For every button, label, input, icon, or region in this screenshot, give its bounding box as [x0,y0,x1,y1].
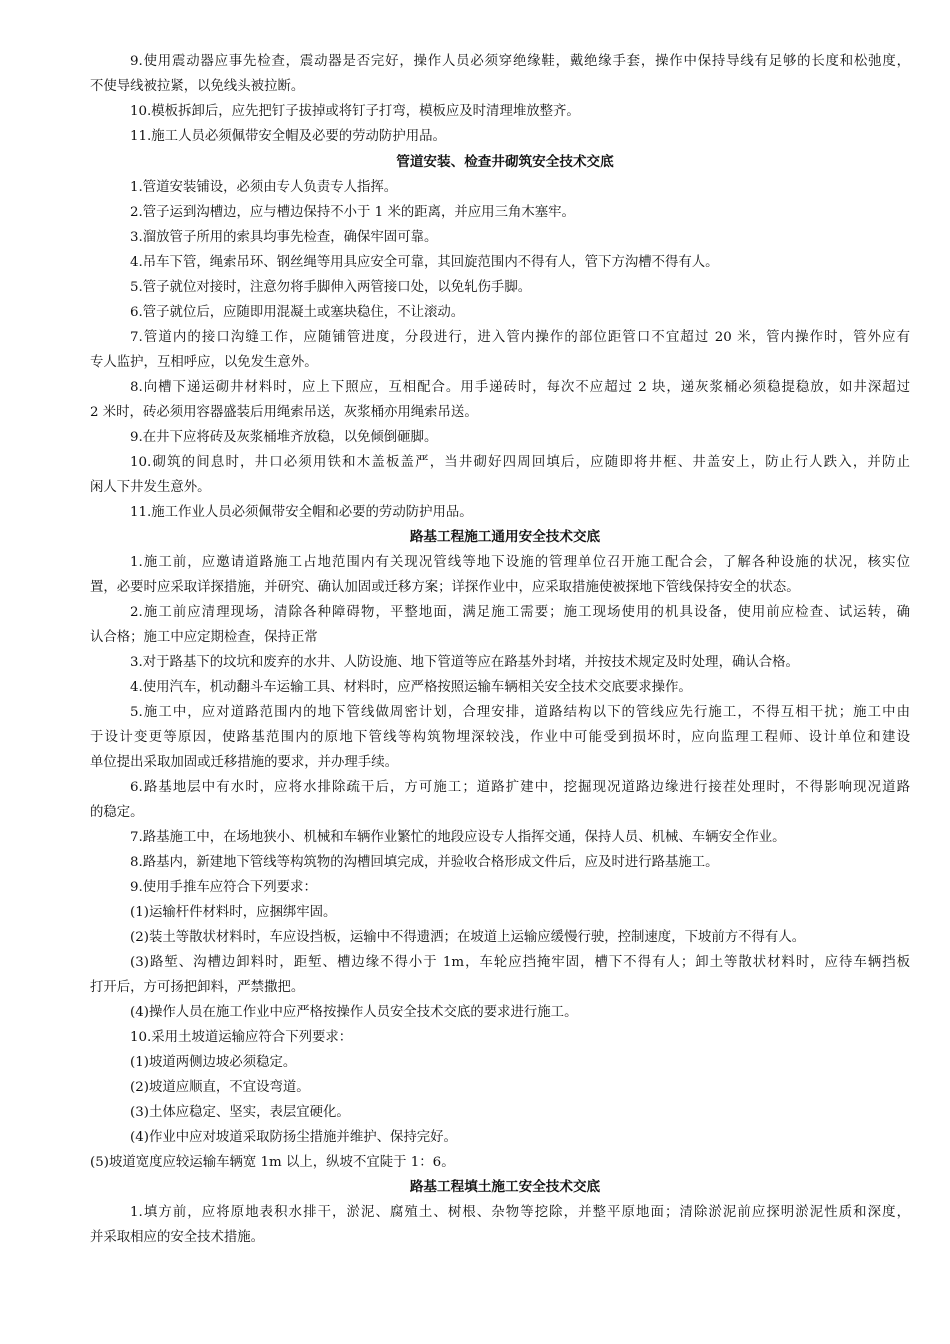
section-heading: 管道安装、检查井砌筑安全技术交底 [396,154,614,170]
paragraph-line: (2)装土等散状材料时，车应设挡板，运输中不得遗洒；在坡道上运输应缓慢行驶，控制速度，下坡前方不得有人。 [130,930,806,945]
paragraph-line: 专人监护，互相呼应，以免发生意外。 [90,355,318,370]
paragraph-line: (3)路堑、沟槽边卸料时，距堑、槽边缘不得小于 1m，车轮应挡掩牢固，槽下不得有人；卸土等散状材料时，应待车辆挡板 [130,955,910,970]
paragraph-line: 4.吊车下管，绳索吊环、钢丝绳等用具应安全可靠，其回旋范围内不得有人，管下方沟槽不得有人。 [130,255,719,270]
paragraph-line: 10.砌筑的间息时，井口必须用铁和木盖板盖严，当井砌好四周回填后，应随即将井框、井盖安上，防止行人跌入，并防止 [130,455,910,470]
section-heading: 路基工程填土施工安全技术交底 [409,1179,601,1195]
paragraph-line: (4)作业中应对坡道采取防扬尘措施并维护、保持完好。 [130,1130,457,1145]
paragraph-line: 4.使用汽车，机动翻斗车运输工具、材料时，应严格按照运输车辆相关安全技术交底要求操作。 [130,680,692,695]
paragraph-line: 置，必要时应采取详探措施，并研究、确认加固或迁移方案；详探作业中，应采取措施使被探地下管线保持安全的状态。 [90,580,800,595]
paragraph-line: 2.施工前应清理现场，清除各种障碍物，平整地面，满足施工需要；施工现场使用的机具设备，使用前应检查、试运转，确 [130,605,910,620]
paragraph-line: (4)操作人员在施工作业中应严格按操作人员安全技术交底的要求进行施工。 [130,1005,578,1020]
paragraph-line: (2)坡道应顺直，不宜设弯道。 [130,1080,310,1095]
paragraph-line: 9.使用震动器应事先检查，震动器是否完好，操作人员必须穿绝缘鞋，戴绝缘手套，操作中保持导线有足够的长度和松弛度， [130,54,910,69]
paragraph-line: 10.采用土坡道运输应符合下列要求： [130,1030,353,1045]
paragraph-line: 7.管道内的接口沟缝工作，应随铺管进度，分段进行，进入管内操作的部位距管口不宜超过 20 米，管内操作时，管外应有 [130,330,910,345]
paragraph-line: 9.使用手推车应符合下列要求： [130,880,317,895]
paragraph-line: 3.溜放管子所用的索具均事先检查，确保牢固可靠。 [130,230,438,245]
paragraph-line: 于设计变更等原因，使路基范围内的原地下管线等构筑物埋深较浅，作业中可能受到损坏时，应向监理工程师、设计单位和建设 [90,730,910,745]
paragraph-line: (5)坡道宽度应较运输车辆宽 1m 以上，纵坡不宜陡于 1：6。 [90,1155,455,1170]
paragraph-line: 8.向槽下递运砌井材料时，应上下照应，互相配合。用手递砖时，每次不应超过 2 块，递灰浆桶必须稳提稳放，如井深超过 [130,380,910,395]
paragraph-line: 5.施工中，应对道路范围内的地下管线做周密计划，合理安排，道路结构以下的管线应先行施工，不得互相干扰；施工中由 [130,705,910,720]
paragraph-line: 3.对于路基下的坟坑和废弃的水井、人防设施、地下管道等应在路基外封堵，并按技术规定及时处理，确认合格。 [130,655,799,670]
section-heading: 路基工程施工通用安全技术交底 [409,529,601,545]
paragraph-line: 1.填方前，应将原地表积水排干，淤泥、腐殖土、树根、杂物等挖除，并整平原地面；清除淤泥前应探明淤泥性质和深度， [130,1205,910,1220]
paragraph-line: 2 米时，砖必须用容器盛装后用绳索吊送，灰浆桶亦用绳索吊送。 [90,405,478,420]
paragraph-line: 1.施工前，应邀请道路施工占地范围内有关现况管线等地下设施的管理单位召开施工配合会，了解各种设施的状况，核实位 [130,555,910,570]
paragraph-line: 5.管子就位对接时，注意勿将手脚伸入两管接口处，以免轧伤手脚。 [130,280,532,295]
paragraph-line: 单位提出采取加固或迁移措施的要求，并办理手续。 [90,755,398,770]
paragraph-line: 8.路基内，新建地下管线等构筑物的沟槽回填完成，并验收合格形成文件后，应及时进行路基施工。 [130,855,719,870]
paragraph-line: 1.管道安装铺设，必须由专人负责专人指挥。 [130,180,398,195]
paragraph-line: 11.施工人员必须佩带安全帽及必要的劳动防护用品。 [130,129,446,144]
paragraph-line: 2.管子运到沟槽边，应与槽边保持不小于 1 米的距离，并应用三角木塞牢。 [130,205,575,220]
paragraph-line: 10.模板拆卸后，应先把钉子拔掉或将钉子打弯，模板应及时清理堆放整齐。 [130,104,580,119]
paragraph-line: 6.管子就位后，应随即用混凝土或塞块稳住，不让滚动。 [130,305,465,320]
paragraph-line: 并采取相应的安全技术措施。 [90,1230,265,1245]
paragraph-line: 闲人下井发生意外。 [90,480,211,495]
paragraph-line: (1)运输杆件材料时，应捆绑牢固。 [130,905,337,920]
paragraph-line: (3)土体应稳定、坚实，表层宜硬化。 [130,1105,350,1120]
paragraph-line: 打开后，方可扬把卸料，严禁撒把。 [90,980,305,995]
paragraph-line: 6.路基地层中有水时，应将水排除疏干后，方可施工；道路扩建中，挖掘现况道路边缘进行接茬处理时，不得影响现况道路 [130,780,910,795]
paragraph-line: 的稳定。 [90,805,144,820]
paragraph-line: 不使导线被拉紧，以免线头被拉断。 [90,79,305,94]
paragraph-line: 认合格；施工中应定期检查，保持正常 [90,630,318,645]
paragraph-line: 11.施工作业人员必须佩带安全帽和必要的劳动防护用品。 [130,505,473,520]
paragraph-line: 7.路基施工中，在场地狭小、机械和车辆作业繁忙的地段应设专人指挥交通，保持人员、机械、车辆安全作业。 [130,830,786,845]
paragraph-line: (1)坡道两侧边坡必须稳定。 [130,1055,297,1070]
paragraph-line: 9.在井下应将砖及灰浆桶堆齐放稳，以免倾倒砸脚。 [130,430,438,445]
